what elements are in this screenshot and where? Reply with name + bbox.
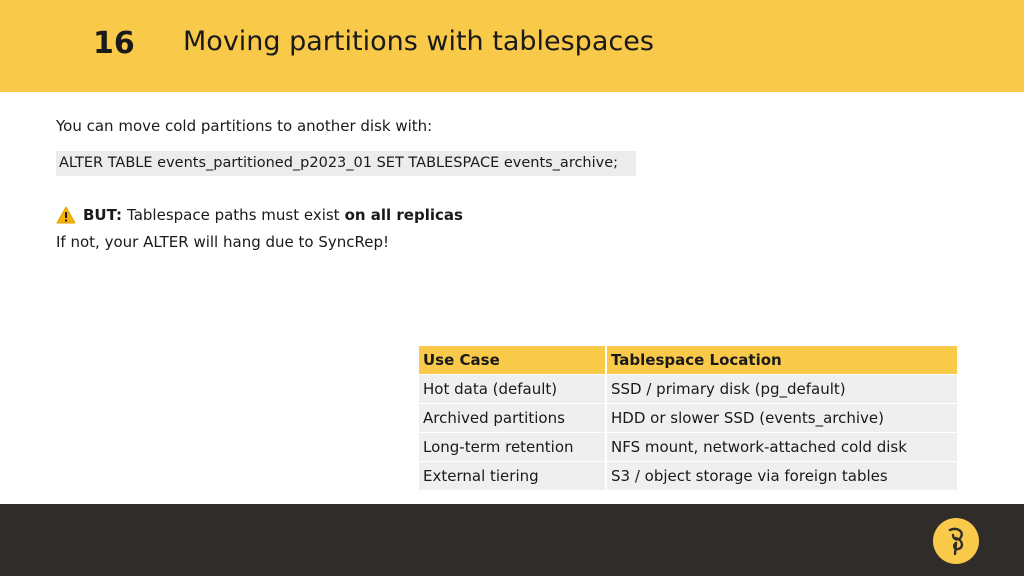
warning-text: Tablespace paths must exist [127, 206, 340, 224]
table-row [419, 462, 957, 491]
warning-icon [56, 206, 76, 224]
table-cell-location: S3 / object storage via foreign tables [607, 462, 957, 491]
table-row [419, 433, 957, 462]
table-header-row [419, 346, 957, 375]
note-text: If not, your ALTER will hang due to SyncRep! [56, 233, 390, 251]
code-block: ALTER TABLE events_partitioned_p2023_01 SET TABLESPACE events_archive; [56, 151, 636, 176]
table-cell-use-case: External tiering [419, 462, 607, 491]
table-row [419, 404, 957, 433]
table-header-location: Tablespace Location [607, 346, 957, 375]
warning-emphasis: on all replicas [344, 206, 463, 224]
table-cell-location: HDD or slower SSD (events_archive) [607, 404, 957, 433]
table-cell-use-case: Hot data (default) [419, 375, 607, 404]
footer-band [0, 504, 1024, 576]
table-cell-location: NFS mount, network-attached cold disk [607, 433, 957, 462]
brand-logo-icon [933, 518, 979, 564]
intro-text: You can move cold partitions to another disk with: [56, 117, 433, 135]
slide-title: Moving partitions with tablespaces [183, 26, 654, 57]
warning-line [56, 206, 463, 224]
table-row [419, 375, 957, 404]
header-band [0, 0, 1024, 92]
tablespace-table [419, 346, 957, 491]
table-cell-use-case: Archived partitions [419, 404, 607, 433]
table-header-use-case: Use Case [419, 346, 607, 375]
warning-label: BUT: [83, 206, 123, 224]
table-cell-use-case: Long-term retention [419, 433, 607, 462]
table-cell-location: SSD / primary disk (pg_default) [607, 375, 957, 404]
slide-number: 16 [93, 26, 135, 61]
